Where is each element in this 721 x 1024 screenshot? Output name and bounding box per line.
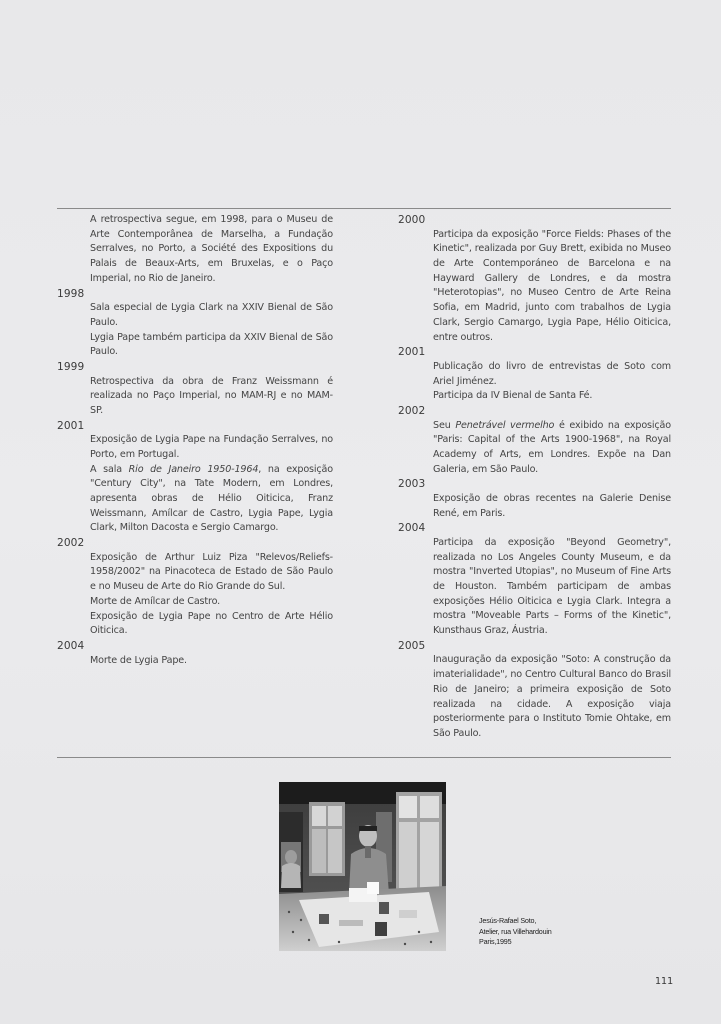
entry-text: A sala Rio de Janeiro 1950-1964, na exposição "Century City", na Tate Modern, em Londres, apresenta obras de Hélio Oiticica, Franz Weissmann, Amílcar de Castro, Lygia Pape, Lygia Clark, Milton Dacosta e Sergio Camargo. <box>90 463 333 534</box>
entry-text: Exposição de Lygia Pape no Centro de Arte Hélio Oiticica. <box>90 610 333 637</box>
page-number: 111 <box>655 976 674 987</box>
chronology-entry <box>398 639 671 742</box>
entry-text: Sala especial de Lygia Clark na XXIV Bienal de São Paulo. <box>90 302 333 328</box>
work-title: Penetrável vermelho <box>455 419 555 431</box>
year-label: 2005 <box>398 639 426 652</box>
year-label: 2004 <box>57 639 85 652</box>
bottom-divider <box>57 757 671 758</box>
caption-line: Paris,1995 <box>479 937 512 946</box>
entry-text: Exposição de Arthur Luiz Piza "Relevos/Reliefs-1958/2002" na Pinacoteca de Estado de São Paulo e no Museu de Arte do Rio Grande do Sul. <box>90 551 333 593</box>
entry-text: Morte de Lygia Pape. <box>90 654 187 666</box>
entry-text: Participa da IV Bienal de Santa Fé. <box>433 390 593 402</box>
chronology-entry <box>398 477 671 521</box>
year-label: 2004 <box>398 522 426 535</box>
chronology-entry <box>57 287 333 360</box>
entry-text: Participa da exposição "Beyond Geometry", realizada no Los Angeles County Museum, e da mostra "Inverted Utopias", no Museum of Fine Arts de Houston. Também participam de ambas exposições Hélio Oiticica e Lygia Clark. Integra a mostra "Moveable Parts – Forms of the Kinetic", Kunsthaus Graz, Áustria. <box>433 536 671 637</box>
entry-text: Exposição de obras recentes na Galerie Denise René, em Paris. <box>433 492 671 519</box>
atelier-photo-illustration <box>279 782 446 951</box>
photo-caption <box>479 916 589 948</box>
entry-text: Inauguração da exposição "Soto: A construção da imaterialidade", no Centro Cultural Banco do Brasil Rio de Janeiro; a primeira exposição de Soto realizada na cidade. A exposição viaja posteriormente para o Instituto Tomie Ohtake, em São Paulo. <box>433 654 671 739</box>
atelier-photograph <box>279 782 446 951</box>
chronology-entry <box>57 639 333 668</box>
entry-text: Retrospectiva da obra de Franz Weissmann é realizada no Paço Imperial, no MAM-RJ e no MAM-SP. <box>90 375 333 416</box>
chronology-entry <box>398 213 671 345</box>
caption-line: Jesús-Rafael Soto, <box>479 916 537 925</box>
year-label: 2001 <box>57 419 85 432</box>
year-label: 2002 <box>398 404 426 417</box>
chronology-entry <box>57 536 333 639</box>
entry-text: Participa da exposição "Force Fields: Phases of the Kinetic", realizada por Guy Brett, exibida no Museo de Arte Contemporáneo de Barcelona e na Hayward Gallery de Londres, e da mostra "Heterotopias", no Museo Centro de Arte Reina Sofia, em Madrid, junto com trabalhos de Lygia Clark, Sergio Camargo, Lygia Pape, Hélio Oiticica, entre outros. <box>433 228 671 343</box>
entry-text: Publicação do livro de entrevistas de Soto com Ariel Jiménez. <box>433 360 671 387</box>
entry-text: Morte de Amílcar de Castro. <box>90 595 221 607</box>
left-chronology-column <box>57 213 333 668</box>
chronology-entry <box>57 213 333 287</box>
year-label: 2003 <box>398 478 426 491</box>
chronology-entry <box>398 404 671 477</box>
caption-line: Atelier, rua Villehardouin <box>479 926 552 936</box>
work-title: Rio de Janeiro 1950-1964 <box>128 463 259 475</box>
year-label: 2000 <box>398 214 426 226</box>
entry-text: A retrospectiva segue, em 1998, para o Museu de Arte Contemporânea de Marselha, a Fundação Serralves, no Porto, a Société des Expositions du Palais de Beaux-Arts, em Bruxelas, e o Paço Imperial, no Rio de Janeiro. <box>90 214 333 284</box>
entry-text: Exposição de Lygia Pape na Fundação Serralves, no Porto, em Portugal. <box>90 434 333 460</box>
entry-text: Lygia Pape também participa da XXIV Bienal de São Paulo. <box>90 331 333 358</box>
entry-text: Seu Penetrável vermelho é exibido na exposição "Paris: Capital of the Arts 1900-1968", na Royal Academy of Arts, em Londres. Expõe na Dan Galeria, em São Paulo. <box>433 419 671 475</box>
year-label: 2001 <box>398 346 426 359</box>
year-label: 2002 <box>57 537 85 550</box>
chronology-entry <box>398 521 671 639</box>
chronology-entry <box>398 345 671 404</box>
top-divider <box>57 208 671 209</box>
right-chronology-column <box>398 213 671 742</box>
year-label: 1999 <box>57 360 85 373</box>
chronology-entry <box>57 360 333 419</box>
year-label: 1998 <box>57 287 85 300</box>
chronology-entry <box>57 419 333 537</box>
